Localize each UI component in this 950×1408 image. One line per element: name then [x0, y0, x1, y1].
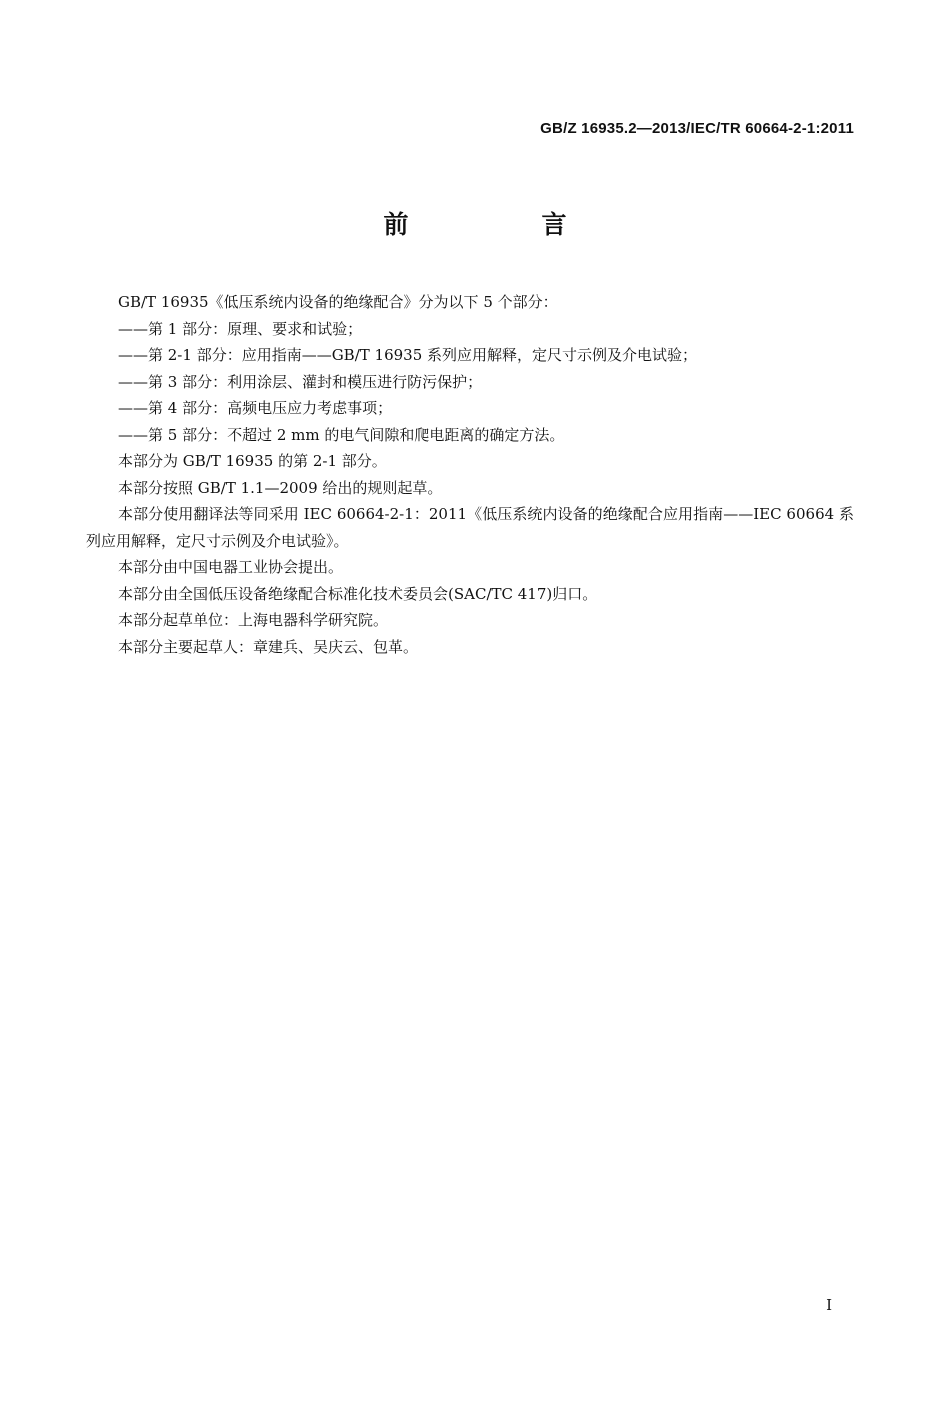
paragraph-drafters: 本部分主要起草人：章建兵、吴庆云、包革。 [118, 637, 419, 656]
page-number: I [826, 1296, 832, 1314]
paragraph-drafting-unit: 本部分起草单位：上海电器科学研究院。 [118, 611, 389, 629]
paragraph-adoption: 本部分使用翻译法等同采用 IEC 60664-2-1：2011《低压系统内设备的绝缘配合应用指南——IEC 60664 系列应用解释，定尺寸示例及介电试验》。 [86, 505, 854, 550]
standard-code-header: GB/Z 16935.2—2013/IEC/TR 60664-2-1:2011 [540, 120, 854, 137]
paragraph-parts-intro: GB/T 16935《低压系统内设备的绝缘配合》分为以下 5 个部分： [118, 293, 558, 311]
paragraph-under-jurisdiction: 本部分由全国低压设备绝缘配合标准化技术委员会(SAC/TC 417)归口。 [118, 584, 598, 603]
list-item-part-2-1: ——第 2-1 部分：应用指南——GB/T 16935 系列应用解释，定尺寸示例及介电试验； [118, 346, 698, 364]
page-title: 前 言 [383, 210, 621, 239]
foreword-body [86, 289, 854, 660]
list-item-part-4: ——第 4 部分：高频电压应力考虑事项； [118, 399, 393, 417]
paragraph-drafting-rules: 本部分按照 GB/T 1.1—2009 给出的规则起草。 [118, 478, 443, 497]
list-item-part-3: ——第 3 部分：利用涂层、灌封和模压进行防污保护； [118, 372, 483, 391]
paragraph-proposed-by: 本部分由中国电器工业协会提出。 [118, 558, 344, 576]
list-item-part-5: ——第 5 部分：不超过 2 mm 的电气间隙和爬电距离的确定方法。 [118, 425, 565, 444]
paragraph-this-part: 本部分为 GB/T 16935 的第 2-1 部分。 [118, 452, 387, 470]
list-item-part-1: ——第 1 部分：原理、要求和试验； [118, 319, 363, 338]
